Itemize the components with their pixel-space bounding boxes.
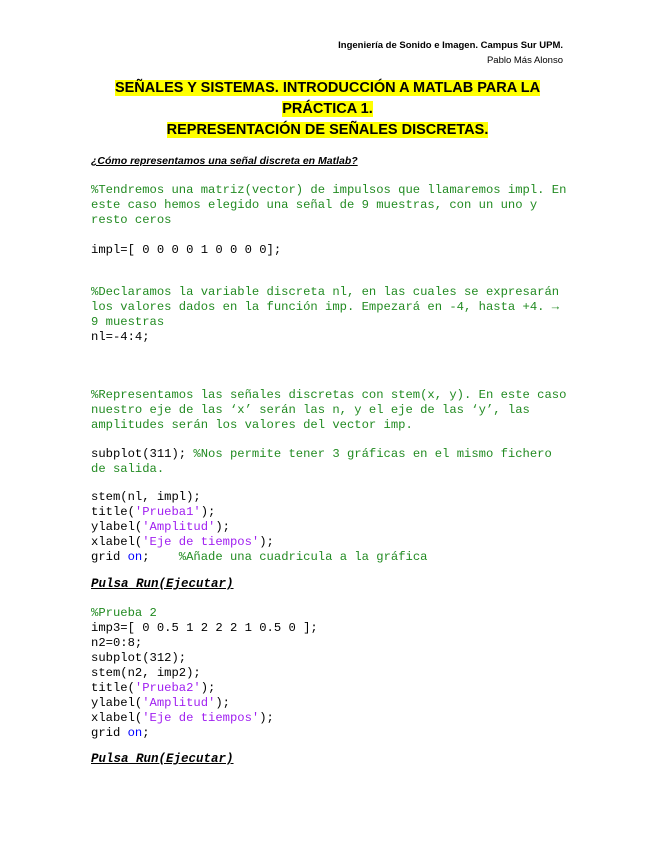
subplot-311: subplot(311); xyxy=(91,447,194,461)
fn-title: title( xyxy=(91,505,135,519)
fn-ylabel: ylabel( xyxy=(91,520,143,534)
grid-tail: ; xyxy=(142,550,179,564)
code-subplot-312: subplot(312); xyxy=(91,651,187,665)
header-institution: Ingeniería de Sonido e Imagen. Campus Sur UPM. xyxy=(338,40,563,51)
header-author: Pablo Más Alonso xyxy=(486,55,563,66)
fn-grid: grid xyxy=(91,550,128,564)
code-imp3: imp3=[ 0 0.5 1 2 2 2 1 0.5 0 ]; xyxy=(91,621,318,635)
paren: ); xyxy=(259,711,274,725)
comment-impulses: %Tendremos una matriz(vector) de impulsos que llamaremos impl. En este caso hemos elegido una señal de 9 muestras, con un uno y resto ceros xyxy=(91,183,574,227)
code-block-2 xyxy=(91,606,571,741)
title-line-1: SEÑALES Y SISTEMAS. INTRODUCCIÓN A MATLAB PARA LA xyxy=(114,80,541,96)
paren: ); xyxy=(215,696,230,710)
paren: ); xyxy=(200,505,216,519)
str-amplitud: 'Amplitud' xyxy=(142,696,216,710)
fn-xlabel: xlabel( xyxy=(91,711,143,725)
title-line-2: PRÁCTICA 1. xyxy=(282,101,373,117)
document-title xyxy=(60,78,595,141)
code-block-1 xyxy=(91,490,571,565)
stem-line-2: stem(n2, imp2); xyxy=(91,666,201,680)
str-eje: 'Eje de tiempos' xyxy=(142,711,260,725)
stem-line-1: stem(nl, impl); xyxy=(91,490,201,504)
comment-stem: %Representamos las señales discretas con stem(x, y). En este caso nuestro eje de las ‘x’ serán las n, y el eje de las ‘y’, las amplitudes serán los valores del vector imp. xyxy=(91,388,574,432)
fn-xlabel: xlabel( xyxy=(91,535,143,549)
str-eje: 'Eje de tiempos' xyxy=(142,535,260,549)
str-prueba2: 'Prueba2' xyxy=(134,681,201,695)
paren: ); xyxy=(259,535,274,549)
code-subplot-311 xyxy=(91,447,571,477)
kw-on: on xyxy=(127,550,143,564)
run-instruction-1: Pulsa Run(Ejecutar) xyxy=(91,577,234,591)
code-n2: n2=0:8; xyxy=(91,636,143,650)
semicolon: ; xyxy=(142,726,150,740)
code-impl: impl=[ 0 0 0 0 1 0 0 0 0]; xyxy=(91,243,282,257)
title-line-3: REPRESENTACIÓN DE SEÑALES DISCRETAS. xyxy=(166,122,489,138)
str-prueba1: 'Prueba1' xyxy=(134,505,201,519)
subplot-comment: %Nos permite tener 3 gráficas en el mismo fichero de salida. xyxy=(91,447,560,476)
code-nl: nl=-4:4; xyxy=(91,330,150,344)
str-amplitud: 'Amplitud' xyxy=(142,520,216,534)
fn-title: title( xyxy=(91,681,135,695)
fn-grid: grid xyxy=(91,726,128,740)
run-instruction-2: Pulsa Run(Ejecutar) xyxy=(91,752,234,766)
kw-on: on xyxy=(127,726,143,740)
fn-ylabel: ylabel( xyxy=(91,696,143,710)
grid-comment: %Añade una cuadricula a la gráfica xyxy=(178,550,428,564)
comment-discrete-var: %Declaramos la variable discreta nl, en las cuales se expresarán los valores dados en la función imp. Empezará en -4, hasta +4. → 9 muestras xyxy=(91,285,567,329)
section-question: ¿Cómo representamos una señal discreta en Matlab? xyxy=(91,155,358,167)
paren: ); xyxy=(200,681,216,695)
paren: ); xyxy=(215,520,230,534)
comment-prueba2: %Prueba 2 xyxy=(91,606,157,620)
